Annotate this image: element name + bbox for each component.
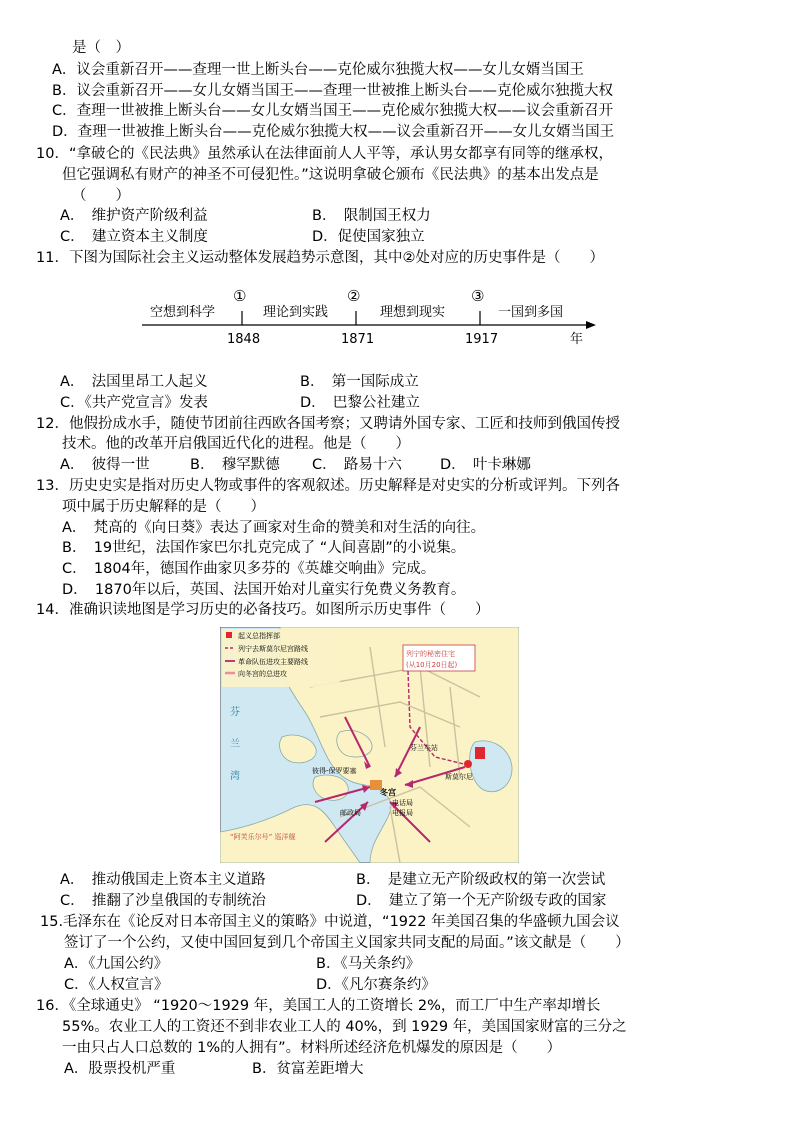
fortress-label: 彼得-保罗要塞 (312, 767, 357, 775)
lenin-home-label: 列宁的秘密住宅 (406, 650, 455, 658)
gulf-label-1: 芬 (230, 707, 240, 718)
q9-option-c[interactable]: C．查理一世被推上断头台——女儿女婿当国王——克伦威尔独揽大权——议会重新召开 (52, 103, 614, 119)
q11-option-a[interactable]: A． 法国里昂工人起义 (60, 374, 208, 390)
q11-stem: 11．下图为国际社会主义运动整体发展趋势示意图，其中②处对应的历史事件是（ ） (36, 250, 604, 266)
stage-label-3: 理想到现实 (380, 305, 446, 320)
hq-flag (475, 747, 485, 759)
q15-option-a[interactable]: A．《九国公约》 (64, 956, 169, 972)
q10-answer-paren: （ ） (72, 188, 130, 204)
q14-option-b[interactable]: B． 是建立无产阶级政权的第一次尝试 (356, 872, 606, 888)
q11-option-d[interactable]: D． 巴黎公社建立 (300, 395, 420, 411)
lenin-home-date: (从10月20日起) (406, 661, 458, 669)
q13-stem-line1: 13．历史史实是指对历史人物或事件的客观叙述。历史解释是对史实的分析或评判。下列各 (36, 478, 620, 494)
legend-assault: 向冬宫的总进攻 (238, 670, 287, 678)
q14-stem: 14．准确识读地图是学习历史的必备技巧。如图所示历史事件（ ） (36, 602, 490, 618)
q14-option-a[interactable]: A． 推动俄国走上资本主义道路 (60, 872, 266, 888)
legend-hq: 起义总指挥部 (238, 632, 280, 640)
q12-stem-line1: 12．他假扮成水手，随使节团前往西欧各国考察；又聘请外国专家、工匠和技师到俄国传授 (36, 416, 620, 432)
q13-stem-line2: 项中属于历史解释的是（ ） (62, 499, 265, 515)
q16-stem-line2: 55%。农业工人的工资还不到非农业工人的 40%，到 1929 年，美国国家财富的三分之 (62, 1019, 627, 1035)
axis-unit-label: 年 (570, 332, 584, 347)
year-1871: 1871 (341, 332, 375, 347)
legend-attack: 革命队伍进攻主要路线 (238, 658, 308, 666)
q11-timeline-diagram (130, 285, 610, 350)
q9-option-d[interactable]: D．查理一世被推上断头台——克伦威尔独揽大权——议会重新召开——女儿女婿当国王 (52, 124, 615, 140)
q11-option-c[interactable]: C．《共产党宣言》发表 (60, 395, 208, 411)
stage-label-4: 一国到多国 (498, 305, 564, 320)
q12-stem-line2: 技术。他的改革开启俄国近代化的进程。他是（ ） (62, 436, 410, 452)
q15-option-b[interactable]: B．《马关条约》 (316, 956, 421, 972)
q10-stem-line2: 但它强调私有财产的神圣不可侵犯性。”这说明拿破仑颁布《民法典》的基本出发点是 (62, 167, 599, 183)
q15-option-c[interactable]: C．《人权宣言》 (64, 977, 169, 993)
q10-option-c[interactable]: C． 建立资本主义制度 (60, 229, 208, 245)
q11-option-b[interactable]: B． 第一国际成立 (300, 374, 419, 390)
q13-option-d[interactable]: D． 1870年以后，英国、法国开始对儿童实行免费义务教育。 (62, 582, 466, 598)
telegraph-label: 电报局 (392, 809, 413, 817)
q10-option-d[interactable]: D．促使国家独立 (312, 229, 425, 245)
marker-2: ② (347, 287, 361, 305)
q16-option-a[interactable]: A．股票投机严重 (64, 1061, 176, 1077)
q9-option-b[interactable]: B．议会重新召开——女儿女婿当国王——查理一世被推上断头台——克伦威尔独揽大权 (52, 83, 613, 99)
q12-option-a[interactable]: A． 彼得一世 (60, 457, 150, 473)
timeline-arrow (586, 321, 596, 329)
cruiser-label: “阿芙乐尔号” 巡洋舰 (230, 833, 296, 841)
legend-lenin-route: 列宁去斯莫尔尼宫路线 (238, 645, 308, 653)
marker-3: ③ (471, 287, 485, 305)
q9-option-a[interactable]: A．议会重新召开——查理一世上断头台——克伦威尔独揽大权——女儿女婿当国王 (52, 62, 584, 78)
q16-stem-line3: 一由只占人口总数的 1%的人拥有”。材料所述经济危机爆发的原因是（ ） (62, 1040, 562, 1056)
year-1917: 1917 (465, 332, 499, 347)
q14-option-c[interactable]: C． 推翻了沙皇俄国的专制统治 (60, 893, 266, 909)
marker-1: ① (233, 287, 247, 305)
q15-option-d[interactable]: D．《凡尔赛条约》 (316, 977, 436, 993)
gulf-label-3: 湾 (230, 771, 240, 782)
q14-petrograd-map (220, 627, 519, 863)
smolny-marker (464, 760, 472, 768)
q9-stem-tail: 是（ ） (72, 40, 130, 56)
q14-option-d[interactable]: D． 建立了第一个无产阶级专政的国家 (356, 893, 607, 909)
gulf-label-2: 兰 (230, 739, 240, 750)
q10-option-a[interactable]: A． 维护资产阶级利益 (60, 208, 208, 224)
smolny-label: 斯莫尔尼 (445, 773, 473, 781)
q10-stem-line1: 10．“拿破仑的《民法典》虽然承认在法律面前人人平等，承认男女都享有同等的继承权， (36, 146, 613, 162)
q13-option-c[interactable]: C． 1804年，德国作曲家贝多芬的《英雄交响曲》完成。 (62, 561, 436, 577)
telephone-label: 电话局 (392, 799, 413, 807)
q15-stem-line2: 签订了一个公约，又使中国回复到几个帝国主义国家共同支配的局面。”该文献是（ ） (64, 935, 630, 951)
q16-option-b[interactable]: B．贫富差距增大 (252, 1061, 364, 1077)
finland-station-label: 芬兰车站 (410, 744, 438, 752)
q16-stem-line1: 16．《全球通史》 “1920～1929 年，美国工人的工资增长 2%，而工厂中生产率却增长 (36, 998, 601, 1014)
q13-option-b[interactable]: B． 19世纪，法国作家巴尔扎克完成了 “人间喜剧”的小说集。 (62, 540, 466, 556)
q12-option-c[interactable]: C． 路易十六 (312, 457, 402, 473)
q13-option-a[interactable]: A． 梵高的《向日葵》表达了画家对生命的赞美和对生活的向往。 (62, 520, 486, 536)
hq-flag-icon (226, 632, 232, 638)
q12-option-b[interactable]: B． 穆罕默德 (190, 457, 280, 473)
stage-label-2: 理论到实践 (263, 305, 329, 320)
q10-option-b[interactable]: B． 限制国王权力 (312, 208, 431, 224)
q12-option-d[interactable]: D． 叶卡琳娜 (440, 457, 531, 473)
year-1848: 1848 (227, 332, 261, 347)
q15-stem-line1: 15.毛泽东在《论反对日本帝国主义的策略》中说道，“1922 年美国召集的华盛顿九国会议 (40, 914, 620, 930)
winter-palace-label: 冬宫 (380, 788, 396, 797)
post-label: 邮政局 (340, 809, 361, 817)
stage-label-1: 空想到科学 (150, 305, 216, 320)
